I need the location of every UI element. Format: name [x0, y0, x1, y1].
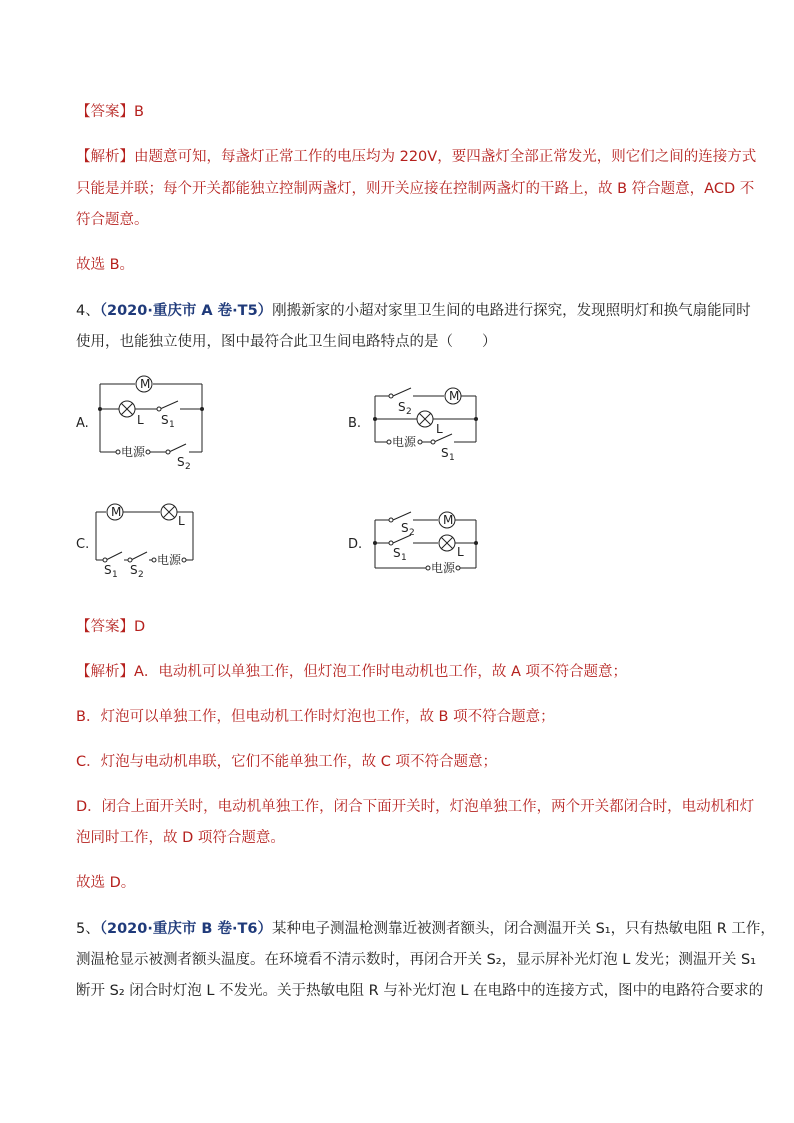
power-label: 电源	[431, 561, 456, 575]
switch-s1-icon	[106, 552, 122, 560]
analysis-2-c: C．灯泡与电动机串联，它们不能单独工作，故 C 项不符合题意；	[76, 754, 497, 770]
power-label: 电源	[121, 445, 146, 459]
s2-subscript: 2	[406, 407, 412, 417]
s2-label: S	[130, 563, 138, 577]
question-text: 刚搬新家的小超对家里卫生间的电路进行探究，发现照明灯和换气扇能同时	[272, 303, 751, 319]
s2-subscript: 2	[409, 528, 415, 538]
s1-subscript: 1	[112, 570, 118, 580]
question-4-line-2: 使用，也能独立使用，图中最符合此卫生间电路特点的是（ ）	[76, 334, 497, 350]
option-b-label: B.	[348, 416, 362, 431]
switch-s2-icon	[169, 444, 186, 452]
option-c-label: C.	[76, 537, 90, 552]
s1-label: S	[393, 546, 401, 560]
question-number: 5、	[76, 921, 100, 937]
s1-label: S	[161, 413, 169, 427]
lamp-label: L	[436, 422, 443, 436]
switch-s2-icon	[131, 552, 147, 560]
s1-label: S	[104, 563, 112, 577]
motor-label: M	[111, 505, 122, 519]
switch-s2-icon	[393, 512, 411, 520]
s1-subscript: 1	[169, 420, 175, 430]
power-label: 电源	[392, 435, 417, 449]
s2-label: S	[401, 521, 409, 535]
s1-label: S	[441, 446, 449, 460]
analysis-2-d-line-2: 泡同时工作，故 D 项符合题意。	[76, 830, 285, 846]
option-a-label: A.	[76, 416, 89, 431]
s2-label: S	[398, 400, 406, 414]
question-source: （2020·重庆市 B 卷·T6）	[99, 921, 272, 937]
s2-subscript: 2	[138, 570, 144, 580]
question-5-line-2: 测温枪显示被测者额头温度。在环境看不清示数时，再闭合开关 S₂，显示屏补光灯泡 L 发光；测温开关 S₁	[76, 952, 757, 968]
choose-2: 故选 D。	[76, 875, 136, 891]
lamp-label: L	[137, 413, 144, 427]
power-label: 电源	[157, 553, 182, 567]
answer-value: D	[134, 619, 146, 635]
motor-label: M	[443, 513, 454, 527]
analysis-label: 【解析】	[76, 149, 134, 165]
s1-subscript: 1	[449, 453, 455, 463]
analysis-text: A．电动机可以单独工作，但灯泡工作时电动机也工作，故 A 项不符合题意；	[134, 664, 628, 680]
s1-subscript: 1	[401, 553, 407, 563]
lamp-label: L	[178, 514, 185, 528]
analysis-1-line-2: 只能是并联；每个开关都能独立控制两盏灯，则开关应接在控制两盏灯的干路上，故 B 符合题意，ACD 不	[76, 181, 755, 197]
switch-s2-icon	[393, 388, 411, 396]
question-5-line-1	[76, 920, 775, 938]
option-d-label: D.	[348, 537, 363, 552]
analysis-1-line-3: 符合题意。	[76, 212, 149, 228]
question-number: 4、	[76, 303, 100, 319]
circuit-a	[100, 376, 202, 452]
analysis-label: 【解析】	[76, 664, 134, 680]
analysis-text: 由题意可知，每盏灯正常工作的电压均为 220V，要四盏灯全部正常发光，则它们之间的连接方式	[134, 149, 757, 165]
answer-label: 【答案】	[76, 619, 134, 635]
analysis-2-a	[76, 663, 627, 681]
motor-label: M	[140, 377, 151, 391]
question-text: 某种电子测温枪测靠近被测者额头，闭合测温开关 S₁，只有热敏电阻 R 工作，	[272, 921, 775, 937]
lamp-label: L	[457, 545, 464, 559]
choose-1: 故选 B。	[76, 257, 135, 273]
s2-label: S	[177, 455, 185, 469]
answer-value: B	[134, 104, 144, 120]
question-5-line-3: 断开 S₂ 闭合时灯泡 L 不发光。关于热敏电阻 R 与补光灯泡 L 在电路中的连接方式，图中的电路符合要求的	[76, 983, 764, 999]
motor-label: M	[449, 389, 460, 403]
question-source: （2020·重庆市 A 卷·T5）	[99, 303, 273, 319]
answer-2	[76, 618, 145, 636]
switch-s1-icon	[160, 401, 178, 409]
answer-label: 【答案】	[76, 104, 134, 120]
analysis-2-b: B．灯泡可以单独工作，但电动机工作时灯泡也工作，故 B 项不符合题意；	[76, 709, 555, 725]
analysis-2-d-line-1: D．闭合上面开关时，电动机单独工作，闭合下面开关时，灯泡单独工作，两个开关都闭合时，电动机和灯	[76, 799, 755, 815]
s2-subscript: 2	[185, 462, 191, 472]
